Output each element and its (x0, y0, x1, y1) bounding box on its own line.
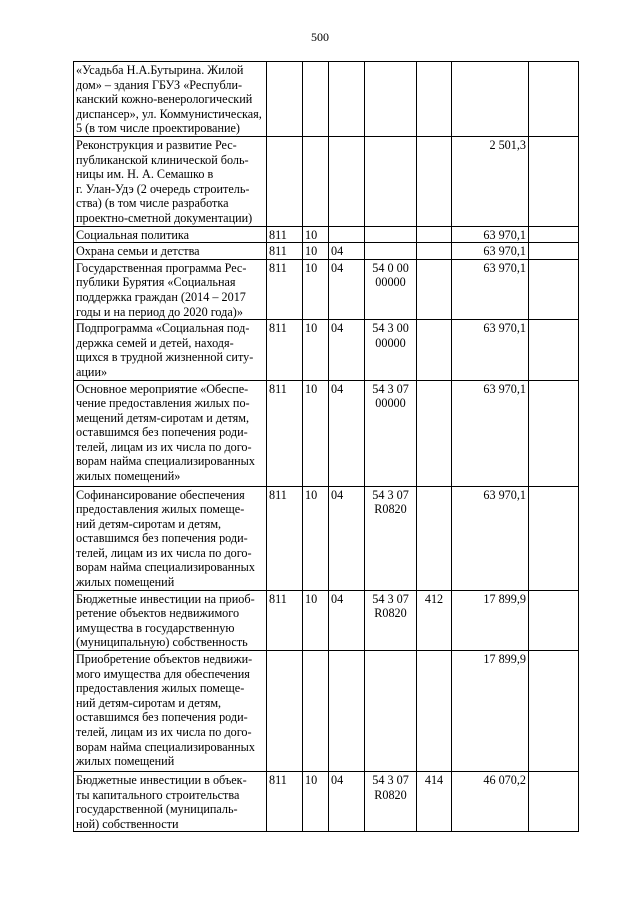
subsection-code (329, 137, 365, 227)
row-name: Социальная политика (74, 226, 267, 243)
expense-type-code (417, 651, 452, 772)
expense-type-code (417, 486, 452, 590)
ministry-code (267, 62, 303, 137)
extra-column (529, 380, 579, 486)
section-code (303, 651, 329, 772)
subsection-code: 04 (329, 380, 365, 486)
amount: 2 501,3 (452, 137, 529, 227)
amount: 63 970,1 (452, 243, 529, 260)
target-article-code (365, 651, 417, 772)
amount: 17 899,9 (452, 651, 529, 772)
ministry-code: 811 (267, 590, 303, 650)
subsection-code (329, 62, 365, 137)
expense-type-code (417, 226, 452, 243)
target-article-code: 54 3 07 R0820 (365, 486, 417, 590)
section-code: 10 (303, 243, 329, 260)
section-code (303, 137, 329, 227)
section-code: 10 (303, 259, 329, 319)
section-code: 10 (303, 320, 329, 380)
row-name: Реконструкция и развитие Рес- публиканской клинической боль- ницы им. Н. А. Семашко в г. Улан-Удэ (2 очередь строитель- ства) (в том числе разработка проектно-сметной документации) (74, 137, 267, 227)
extra-column (529, 486, 579, 590)
ministry-code (267, 651, 303, 772)
table-row (74, 137, 579, 227)
ministry-code: 811 (267, 320, 303, 380)
extra-column (529, 259, 579, 319)
expense-type-code (417, 380, 452, 486)
ministry-code: 811 (267, 259, 303, 319)
expense-type-code: 414 (417, 772, 452, 832)
budget-table (73, 61, 579, 832)
amount: 17 899,9 (452, 590, 529, 650)
row-name: Софинансирование обеспечения предоставления жилых помеще- ний детям-сиротам и детям, оставшимся без попечения роди- телей, лицам из их числа по дого- ворам найма специализированных жилых помещений (74, 486, 267, 590)
row-name: Бюджетные инвестиции в объек- ты капитального строительства государственной (муниципаль- ной) собственности (74, 772, 267, 832)
expense-type-code (417, 259, 452, 319)
table-row (74, 590, 579, 650)
target-article-code: 54 3 00 00000 (365, 320, 417, 380)
ministry-code: 811 (267, 243, 303, 260)
page-number: 500 (311, 30, 329, 44)
expense-type-code (417, 62, 452, 137)
section-code: 10 (303, 486, 329, 590)
expense-type-code (417, 137, 452, 227)
table-row (74, 243, 579, 260)
row-name: Бюджетные инвестиции на приоб- ретение объектов недвижимого имущества в государственную (муниципальную) собственность (74, 590, 267, 650)
table-row (74, 486, 579, 590)
amount: 63 970,1 (452, 486, 529, 590)
row-name: Государственная программа Рес- публики Бурятия «Социальная поддержка граждан (2014 – 2017 годы и на период до 2020 года)» (74, 259, 267, 319)
subsection-code: 04 (329, 772, 365, 832)
subsection-code: 04 (329, 320, 365, 380)
row-name: Основное мероприятие «Обеспе- чение предоставления жилых по- мещений детям-сиротам и детям, оставшимся без попечения роди- телей, лицам из их числа по дого- ворам найма специализированных жилых помещений» (74, 380, 267, 486)
subsection-code: 04 (329, 590, 365, 650)
row-name: Подпрограмма «Социальная под- держка семей и детей, находя- щихся в трудной жизненной ситу- ации» (74, 320, 267, 380)
extra-column (529, 243, 579, 260)
target-article-code: 54 0 00 00000 (365, 259, 417, 319)
subsection-code: 04 (329, 259, 365, 319)
table-row (74, 320, 579, 380)
table-row (74, 651, 579, 772)
section-code: 10 (303, 380, 329, 486)
ministry-code: 811 (267, 486, 303, 590)
target-article-code (365, 243, 417, 260)
expense-type-code (417, 320, 452, 380)
amount: 46 070,2 (452, 772, 529, 832)
ministry-code (267, 137, 303, 227)
target-article-code (365, 62, 417, 137)
amount: 63 970,1 (452, 259, 529, 319)
section-code: 10 (303, 590, 329, 650)
amount: 63 970,1 (452, 226, 529, 243)
extra-column (529, 590, 579, 650)
ministry-code: 811 (267, 380, 303, 486)
ministry-code: 811 (267, 772, 303, 832)
target-article-code (365, 137, 417, 227)
target-article-code: 54 3 07 R0820 (365, 772, 417, 832)
extra-column (529, 226, 579, 243)
extra-column (529, 772, 579, 832)
table-row (74, 772, 579, 832)
amount: 63 970,1 (452, 380, 529, 486)
target-article-code: 54 3 07 R0820 (365, 590, 417, 650)
extra-column (529, 62, 579, 137)
expense-type-code (417, 243, 452, 260)
section-code: 10 (303, 226, 329, 243)
table-row (74, 226, 579, 243)
section-code (303, 62, 329, 137)
subsection-code: 04 (329, 243, 365, 260)
target-article-code (365, 226, 417, 243)
extra-column (529, 137, 579, 227)
extra-column (529, 320, 579, 380)
table-row (74, 62, 579, 137)
row-name: Охрана семьи и детства (74, 243, 267, 260)
table-row (74, 259, 579, 319)
expense-type-code: 412 (417, 590, 452, 650)
subsection-code (329, 651, 365, 772)
target-article-code: 54 3 07 00000 (365, 380, 417, 486)
row-name: Приобретение объектов недвижи- мого имущества для обеспечения предоставления жилых помеще- ний детям-сиротам и детям, оставшимся без попечения роди- телей, лицам из их числа по дого- ворам найма специализированных жилых помещений (74, 651, 267, 772)
amount (452, 62, 529, 137)
extra-column (529, 651, 579, 772)
subsection-code: 04 (329, 486, 365, 590)
ministry-code: 811 (267, 226, 303, 243)
row-name: «Усадьба Н.А.Бутырина. Жилой дом» – здания ГБУЗ «Республи- канский кожно-венерологический диспансер», ул. Коммунистическая, 5 (в том числе проектирование) (74, 62, 267, 137)
section-code: 10 (303, 772, 329, 832)
amount: 63 970,1 (452, 320, 529, 380)
subsection-code (329, 226, 365, 243)
table-row (74, 380, 579, 486)
